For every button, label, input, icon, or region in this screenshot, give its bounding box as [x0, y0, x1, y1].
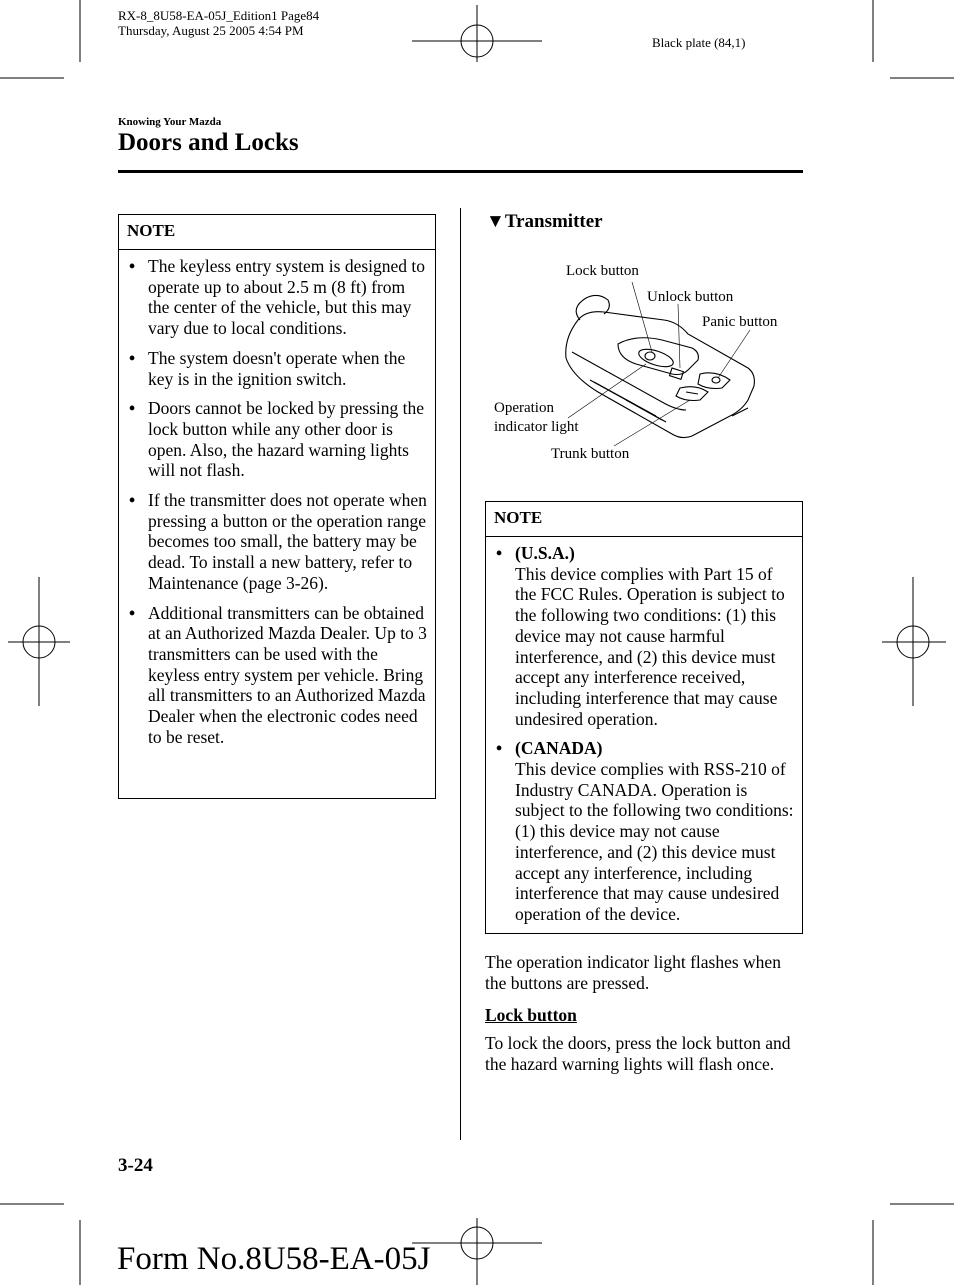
list-item: • Doors cannot be locked by pressing the lock button while any other door is open. Also, the hazard warning lights will not flash. — [129, 398, 427, 481]
right-note-heading: NOTE — [486, 502, 802, 537]
right-note-box — [485, 501, 803, 934]
list-item: • Additional transmitters can be obtained at an Authorized Mazda Dealer. Up to 3 transmitters can be used with the keyless entry system per vehicle. Bring all transmitters to an Authorized Mazda Dealer when the electronic codes need to be reset. — [129, 603, 427, 748]
list-item: • If the transmitter does not operate when pressing a button or the operation range becomes too small, the battery may be dead. To install a new battery, refer to Maintenance (page 3-26). — [129, 490, 427, 594]
triangle-marker-icon: ▼ — [486, 211, 505, 232]
key-fob-illustration — [486, 260, 802, 470]
list-item-text: This device complies with RSS-210 of Industry CANADA. Operation is subject to the following two conditions: (1) this device may not cause interference, and (2) this device must accept any interference, including interference that may cause undesired operation of the device. — [515, 759, 794, 924]
trunk-button-label: Trunk button — [551, 446, 630, 462]
section-label: Knowing Your Mazda — [118, 116, 222, 128]
page-title: Doors and Locks — [118, 129, 299, 156]
left-note-list — [119, 250, 435, 747]
list-item-title: • (U.S.A.) — [515, 543, 575, 563]
form-number: Form No.8U58-EA-05J — [117, 1241, 431, 1277]
list-item: • The system doesn't operate when the key is in the ignition switch. — [129, 348, 427, 389]
column-divider — [460, 208, 461, 1140]
list-item — [496, 738, 796, 924]
print-job-file: RX-8_8U58-EA-05J_Edition1 Page84 — [118, 8, 320, 23]
lock-button-paragraph: To lock the doors, press the lock button and the hazard warning lights will flash once. — [485, 1033, 791, 1074]
transmitter-heading — [486, 211, 603, 233]
left-note-box — [118, 214, 436, 799]
operation-indicator-label-line2: indicator light — [494, 419, 579, 435]
lock-button-heading: Lock button — [485, 1005, 577, 1025]
left-note-heading: NOTE — [119, 215, 435, 250]
unlock-button-label: Unlock button — [647, 289, 734, 305]
print-job-date: Thursday, August 25 2005 4:54 PM — [118, 23, 304, 38]
lock-button-label: Lock button — [566, 263, 639, 279]
page-number: 3-24 — [118, 1155, 153, 1176]
list-item — [496, 543, 796, 729]
list-item: • The keyless entry system is designed to operate up to about 2.5 m (8 ft) from the center of the vehicle, but this may vary due to local conditions. — [129, 256, 427, 339]
title-rule — [118, 170, 803, 173]
list-item-text: This device complies with Part 15 of the FCC Rules. Operation is subject to the following two conditions: (1) this device may not cause harmful interference, and (2) this device must accept any interference received, including interference that may cause undesired operation. — [515, 563, 785, 729]
print-job-info — [118, 8, 319, 38]
operation-indicator-label-line1: Operation — [494, 400, 554, 416]
plate-label: Black plate (84,1) — [652, 35, 746, 50]
transmitter-heading-text: Transmitter — [504, 211, 603, 232]
indicator-paragraph: The operation indicator light flashes when the buttons are pressed. — [485, 952, 781, 993]
list-item-title: • (CANADA) — [515, 738, 603, 759]
panic-button-label: Panic button — [702, 314, 778, 330]
right-note-list — [486, 537, 802, 925]
